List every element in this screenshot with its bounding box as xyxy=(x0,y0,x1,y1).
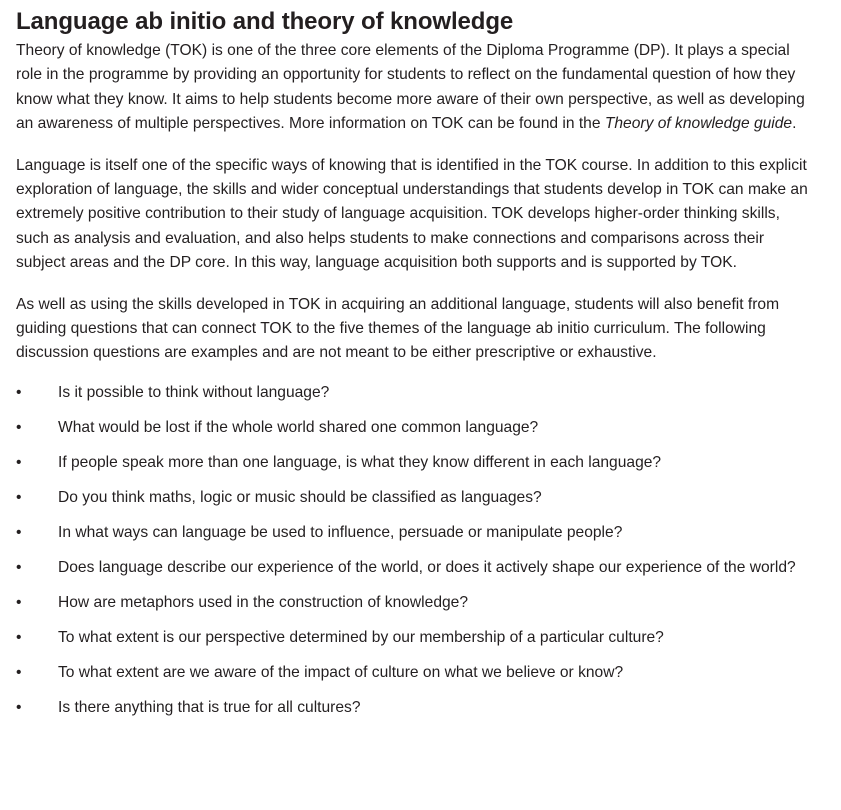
bullet-icon: • xyxy=(16,383,22,401)
bullet-icon: • xyxy=(16,698,22,716)
question-text: Is it possible to think without language? xyxy=(58,383,330,401)
intro-paragraph-end: . xyxy=(792,115,797,133)
list-item xyxy=(16,416,810,440)
bullet-icon: • xyxy=(16,628,22,646)
guiding-questions-paragraph: As well as using the skills developed in TOK in acquiring an additional language, students will also benefit from guiding questions that can connect TOK to the five themes of the language ab initio curriculum. The following discussion questions are examples and are not meant to be either prescriptive or exhaustive. xyxy=(16,295,780,362)
list-item xyxy=(16,591,810,615)
list-item xyxy=(16,451,810,475)
guide-title-reference: Theory of knowledge guide xyxy=(604,115,793,133)
question-text: What would be lost if the whole world shared one common language? xyxy=(58,418,539,436)
list-item xyxy=(16,661,810,685)
question-text: In what ways can language be used to influence, persuade or manipulate people? xyxy=(58,523,623,541)
section-heading: Language ab initio and theory of knowledge xyxy=(16,8,514,35)
question-text: Is there anything that is true for all cultures? xyxy=(58,698,361,716)
list-item xyxy=(16,486,810,510)
bullet-icon: • xyxy=(16,488,22,506)
question-text: Do you think maths, logic or music should be classified as languages? xyxy=(58,488,542,506)
question-text: If people speak more than one language, is what they know different in each language? xyxy=(58,453,662,471)
intro-paragraph xyxy=(16,39,810,137)
bullet-icon: • xyxy=(16,523,22,541)
list-item xyxy=(16,556,810,580)
list-item xyxy=(16,696,810,720)
language-ways-of-knowing-paragraph: Language is itself one of the specific ways of knowing that is identified in the TOK course. In addition to this explicit exploration of language, the skills and wider conceptual understandings that students develop in TOK can make an extremely positive contribution to their study of language acquisition. TOK develops higher-order thinking skills, such as analysis and evaluation, and also helps students to make connections and comparisons across their subject areas and the DP core. In this way, language acquisition both supports and is supported by TOK. xyxy=(16,156,808,272)
bullet-icon: • xyxy=(16,663,22,681)
list-item xyxy=(16,381,810,405)
bullet-icon: • xyxy=(16,453,22,471)
bullet-icon: • xyxy=(16,558,22,576)
question-text: Does language describe our experience of the world, or does it actively shape our experience of the world? xyxy=(58,558,796,576)
bullet-icon: • xyxy=(16,593,22,611)
list-item xyxy=(16,521,810,545)
list-item xyxy=(16,626,810,650)
intro-paragraph-text: Theory of knowledge (TOK) is one of the three core elements of the Diploma Programme (DP). It plays a special role in the programme by providing an opportunity for students to reflect on the fundamental question of how they know what they know. It aims to help students become more aware of their own perspective, as well as developing an awareness of multiple perspectives. More information on TOK can be found in the xyxy=(16,42,805,133)
discussion-questions-list xyxy=(16,381,810,720)
question-text: To what extent are we aware of the impact of culture on what we believe or know? xyxy=(58,663,624,681)
question-text: To what extent is our perspective determined by our membership of a particular culture? xyxy=(58,628,664,646)
bullet-icon: • xyxy=(16,418,22,436)
question-text: How are metaphors used in the construction of knowledge? xyxy=(58,593,469,611)
